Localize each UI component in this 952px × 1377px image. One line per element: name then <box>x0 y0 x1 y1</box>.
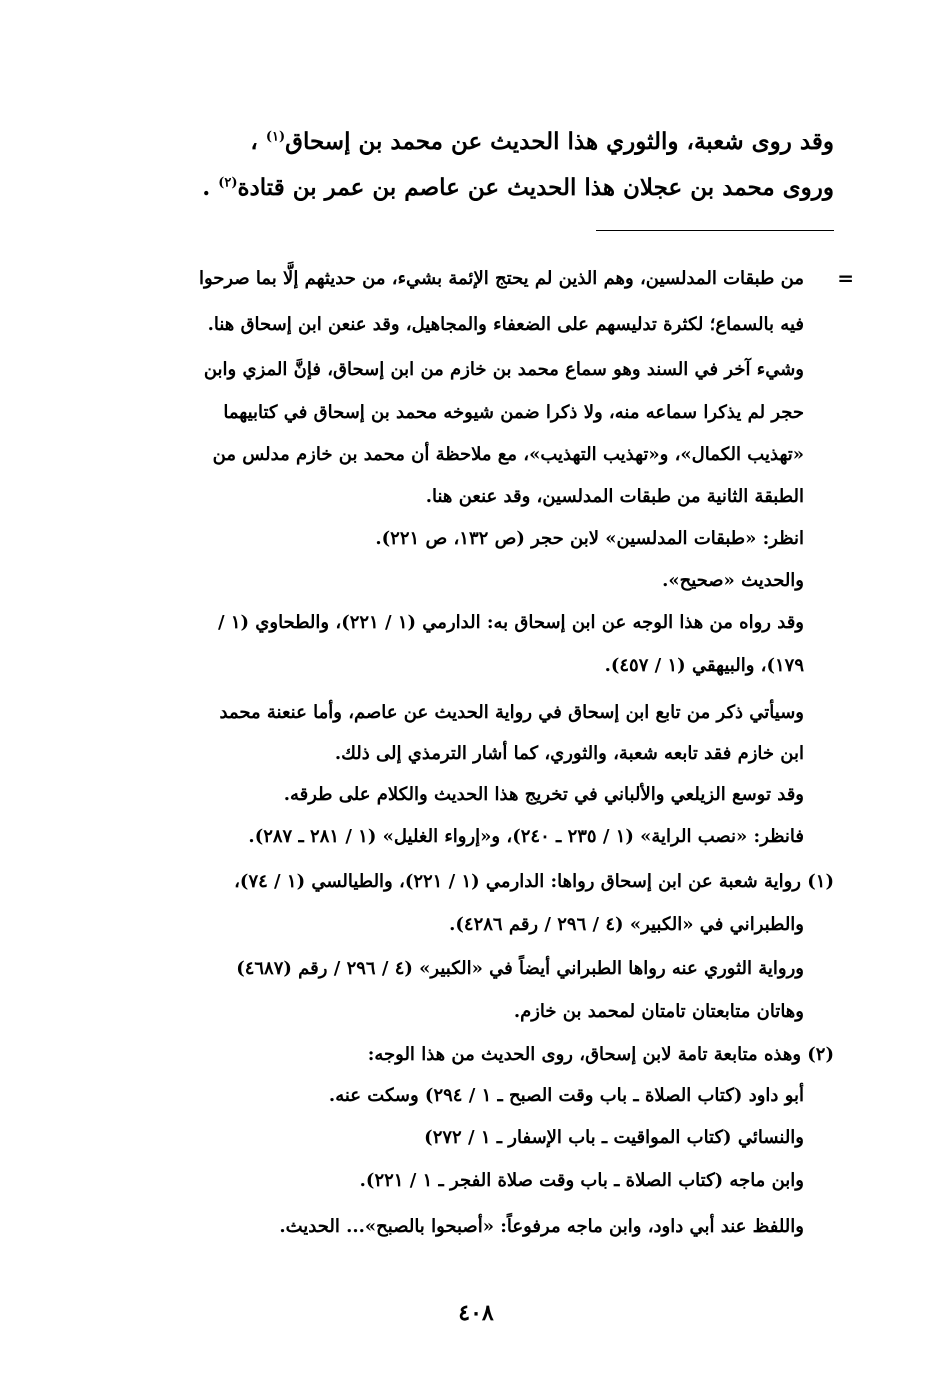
footnote-line: وشيء آخر في السند وهو سماع محمد بن خازم من ابن إسحاق، فإنَّ المزي وابن <box>203 359 804 380</box>
footnote-line: فيه بالسماع؛ لكثرة تدليسهم على الضعفاء والمجاهيل، وقد عنعن ابن إسحاق هنا. <box>207 314 804 335</box>
footnote-line: والحديث «صحيح». <box>662 570 804 591</box>
footnote-line: ١٧٩)، والبيهقي (١ / ٤٥٧). <box>604 655 804 676</box>
main-text-2: وروى محمد بن عجلان هذا الحديث عن عاصم بن عمر بن قتادة <box>237 174 834 201</box>
footnote-line: وابن ماجه (كتاب الصلاة ـ باب وقت صلاة الفجر ـ ١ / ٢٢١). <box>359 1170 804 1191</box>
footnote-ref-2: (٢) <box>218 175 238 191</box>
main-text-2-punct: . <box>202 174 219 201</box>
footnote-line: أبو داود (كتاب الصلاة ـ باب وقت الصبح ـ ١ / ٢٩٤) وسكت عنه. <box>328 1085 804 1106</box>
main-text-1: وقد روى شعبة، والثوري هذا الحديث عن محمد بن إسحاق <box>285 128 834 155</box>
footnote-line: والنسائي (كتاب المواقيت ـ باب الإسفار ـ ١ / ٢٧٢) <box>424 1127 804 1148</box>
footnote-line: وهاتان متابعتان تامتان لمحمد بن خازم. <box>513 1001 804 1022</box>
page-number: ٤٠٨ <box>458 1300 494 1326</box>
footnote-line: والطبراني في «الكبير» (٤ / ٢٩٦ / رقم ٤٢٨٦). <box>449 914 804 935</box>
continuation-mark: = <box>837 266 854 290</box>
main-text-1-punct: ، <box>250 128 266 155</box>
footnote-line: حجر لم يذكرا سماعه منه، ولا ذكرا ضمن شيوخه محمد بن إسحاق في كتابيهما <box>223 402 804 423</box>
footnote-line: «تهذيب الكمال»، و«تهذيب التهذيب»، مع ملاحظة أن محمد بن خازم مدلس من <box>212 444 804 465</box>
footnote-line: من طبقات المدلسين، وهم الذين لم يحتج الإئمة بشيء، من حديثهم إلَّا بما صرحوا <box>198 268 804 289</box>
main-text-line-1 <box>250 128 834 155</box>
footnote-ref-1: (١) <box>265 129 286 145</box>
footnote-line: الطبقة الثانية من طبقات المدلسين، وقد عنعن هنا. <box>425 486 804 507</box>
footnote-line: ورواية الثوري عنه رواها الطبراني أيضاً في «الكبير» (٤ / ٢٩٦ / رقم (٤٦٨٧) <box>236 958 804 979</box>
footnote-line: واللفظ عند أبي داود، وابن ماجه مرفوعاً: «أصبحوا بالصبح»... الحديث. <box>279 1216 804 1237</box>
footnote-separator <box>596 230 834 231</box>
footnote-1: (١) رواية شعبة عن ابن إسحاق رواها: الدارمي (١ / ٢٢١)، والطيالسي (١ / ٧٤)، <box>234 871 834 892</box>
footnote-2: (٢) وهذه متابعة تامة لابن إسحاق، روى الحديث من هذا الوجه: <box>367 1044 834 1065</box>
footnote-line: انظر: «طبقات المدلسين» لابن حجر (ص ١٣٢، ص ٢٢١). <box>375 528 804 549</box>
footnote-line: ابن خازم فقد تابعه شعبة، والثوري، كما أشار الترمذي إلى ذلك. <box>334 743 804 764</box>
footnote-line: وسيأتي ذكر من تابع ابن إسحاق في رواية الحديث عن عاصم، وأما عنعنة محمد <box>219 702 804 723</box>
footnote-line: وقد رواه من هذا الوجه عن ابن إسحاق به: الدارمي (١ / ٢٢١)، والطحاوي (١ / <box>217 612 804 633</box>
footnote-line: وقد توسع الزيلعي والألباني في تخريج هذا الحديث والكلام على طرقه. <box>283 784 804 805</box>
main-text-line-2 <box>202 174 834 201</box>
footnote-line: فانظر: «نصب الراية» (١ / ٢٣٥ ـ ٢٤٠)، و«إرواء الغليل» (١ / ٢٨١ ـ ٢٨٧). <box>248 826 804 847</box>
